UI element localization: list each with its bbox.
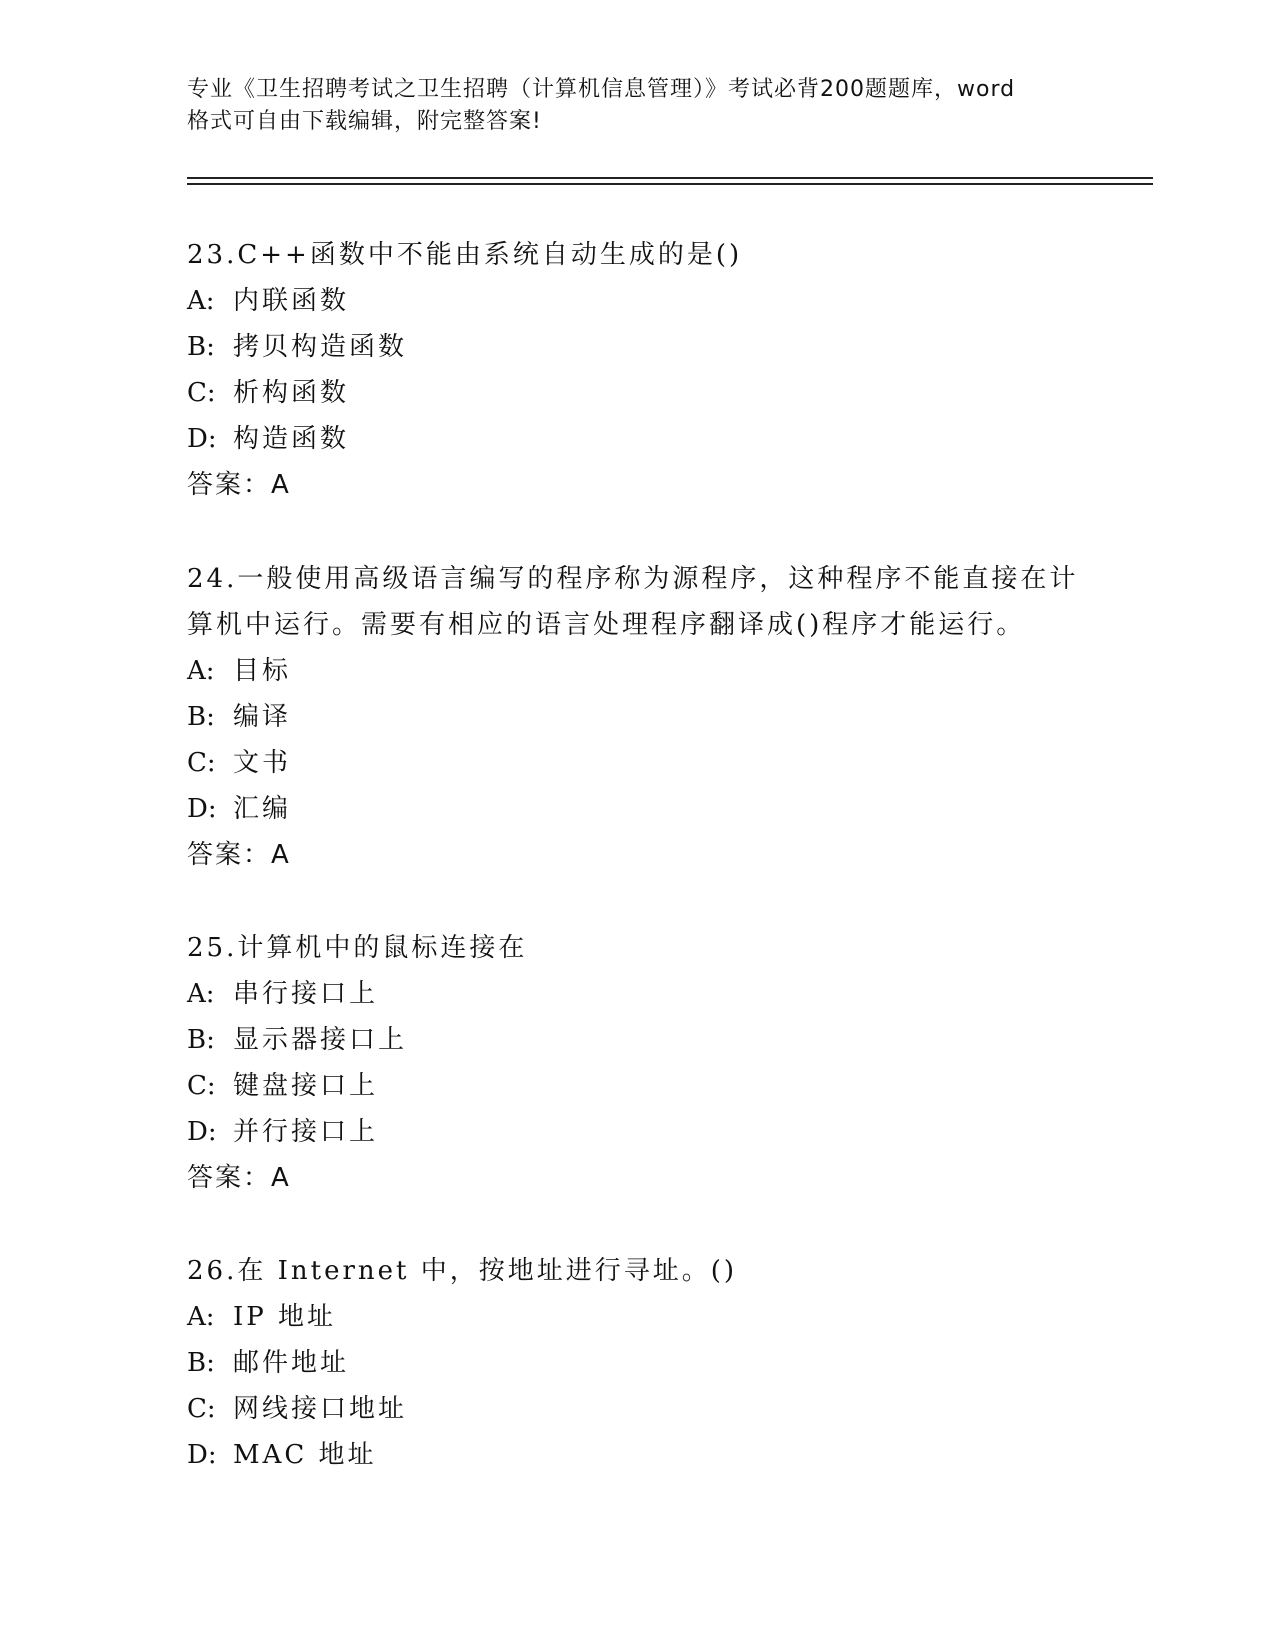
option-text: 显示器接口上 [233, 1025, 408, 1055]
option-key: B: [187, 1025, 215, 1055]
option-key: C: [187, 748, 216, 778]
option-key: B: [187, 702, 215, 732]
option-text: 内联函数 [233, 286, 350, 316]
question-stem: 24.一般使用高级语言编写的程序称为源程序，这种程序不能直接在计 [187, 564, 1079, 594]
option-text: 构造函数 [233, 424, 350, 454]
header-line-1: 专业《卫生招聘考试之卫生招聘（计算机信息管理）》考试必背200题题库，word [187, 77, 1016, 102]
answer-line: 答案：A [187, 1163, 291, 1193]
option-text: 文书 [233, 748, 292, 778]
option-c [187, 1063, 1087, 1109]
option-text: MAC 地址 [233, 1440, 377, 1470]
option-text: 串行接口上 [233, 979, 379, 1009]
question-26 [187, 1248, 1087, 1478]
option-key: D: [187, 1440, 217, 1470]
option-text: 键盘接口上 [233, 1071, 379, 1101]
option-c [187, 740, 1087, 786]
header-line-2: 格式可自由下载编辑，附完整答案! [187, 109, 542, 134]
option-a [187, 1294, 1087, 1340]
option-a [187, 971, 1087, 1017]
answer-line: 答案：A [187, 840, 291, 870]
option-text: IP 地址 [233, 1302, 337, 1332]
option-d [187, 1109, 1087, 1155]
option-d [187, 416, 1087, 462]
question-stem: 25.计算机中的鼠标连接在 [187, 933, 528, 963]
option-text: 目标 [233, 656, 292, 686]
option-text: 网线接口地址 [233, 1394, 408, 1424]
header-divider-bottom [187, 183, 1153, 185]
question-24 [187, 556, 1087, 878]
question-stem: 23.C++函数中不能由系统自动生成的是() [187, 240, 743, 270]
option-text: 编译 [233, 702, 292, 732]
option-c [187, 370, 1087, 416]
document-header [187, 74, 1087, 138]
option-key: D: [187, 424, 217, 454]
option-a [187, 648, 1087, 694]
option-text: 并行接口上 [233, 1117, 379, 1147]
option-key: C: [187, 378, 216, 408]
option-a [187, 278, 1087, 324]
option-b [187, 1017, 1087, 1063]
option-text: 汇编 [233, 794, 292, 824]
option-key: C: [187, 1071, 216, 1101]
option-key: A: [187, 286, 215, 316]
option-text: 拷贝构造函数 [233, 332, 408, 362]
header-divider-top [187, 177, 1153, 179]
question-25 [187, 925, 1087, 1201]
option-d [187, 1432, 1087, 1478]
option-key: A: [187, 979, 215, 1009]
question-stem-continued: 算机中运行。需要有相应的语言处理程序翻译成()程序才能运行。 [187, 610, 1026, 640]
option-key: C: [187, 1394, 216, 1424]
option-key: A: [187, 1302, 215, 1332]
option-text: 邮件地址 [233, 1348, 350, 1378]
question-23 [187, 232, 1087, 508]
option-b [187, 324, 1087, 370]
option-key: A: [187, 656, 215, 686]
option-text: 析构函数 [233, 378, 350, 408]
question-stem: 26.在 Internet 中，按地址进行寻址。() [187, 1256, 738, 1286]
option-key: B: [187, 1348, 215, 1378]
option-c [187, 1386, 1087, 1432]
option-key: D: [187, 1117, 217, 1147]
answer-line: 答案：A [187, 470, 291, 500]
option-key: B: [187, 332, 215, 362]
option-key: D: [187, 794, 217, 824]
option-d [187, 786, 1087, 832]
option-b [187, 1340, 1087, 1386]
option-b [187, 694, 1087, 740]
